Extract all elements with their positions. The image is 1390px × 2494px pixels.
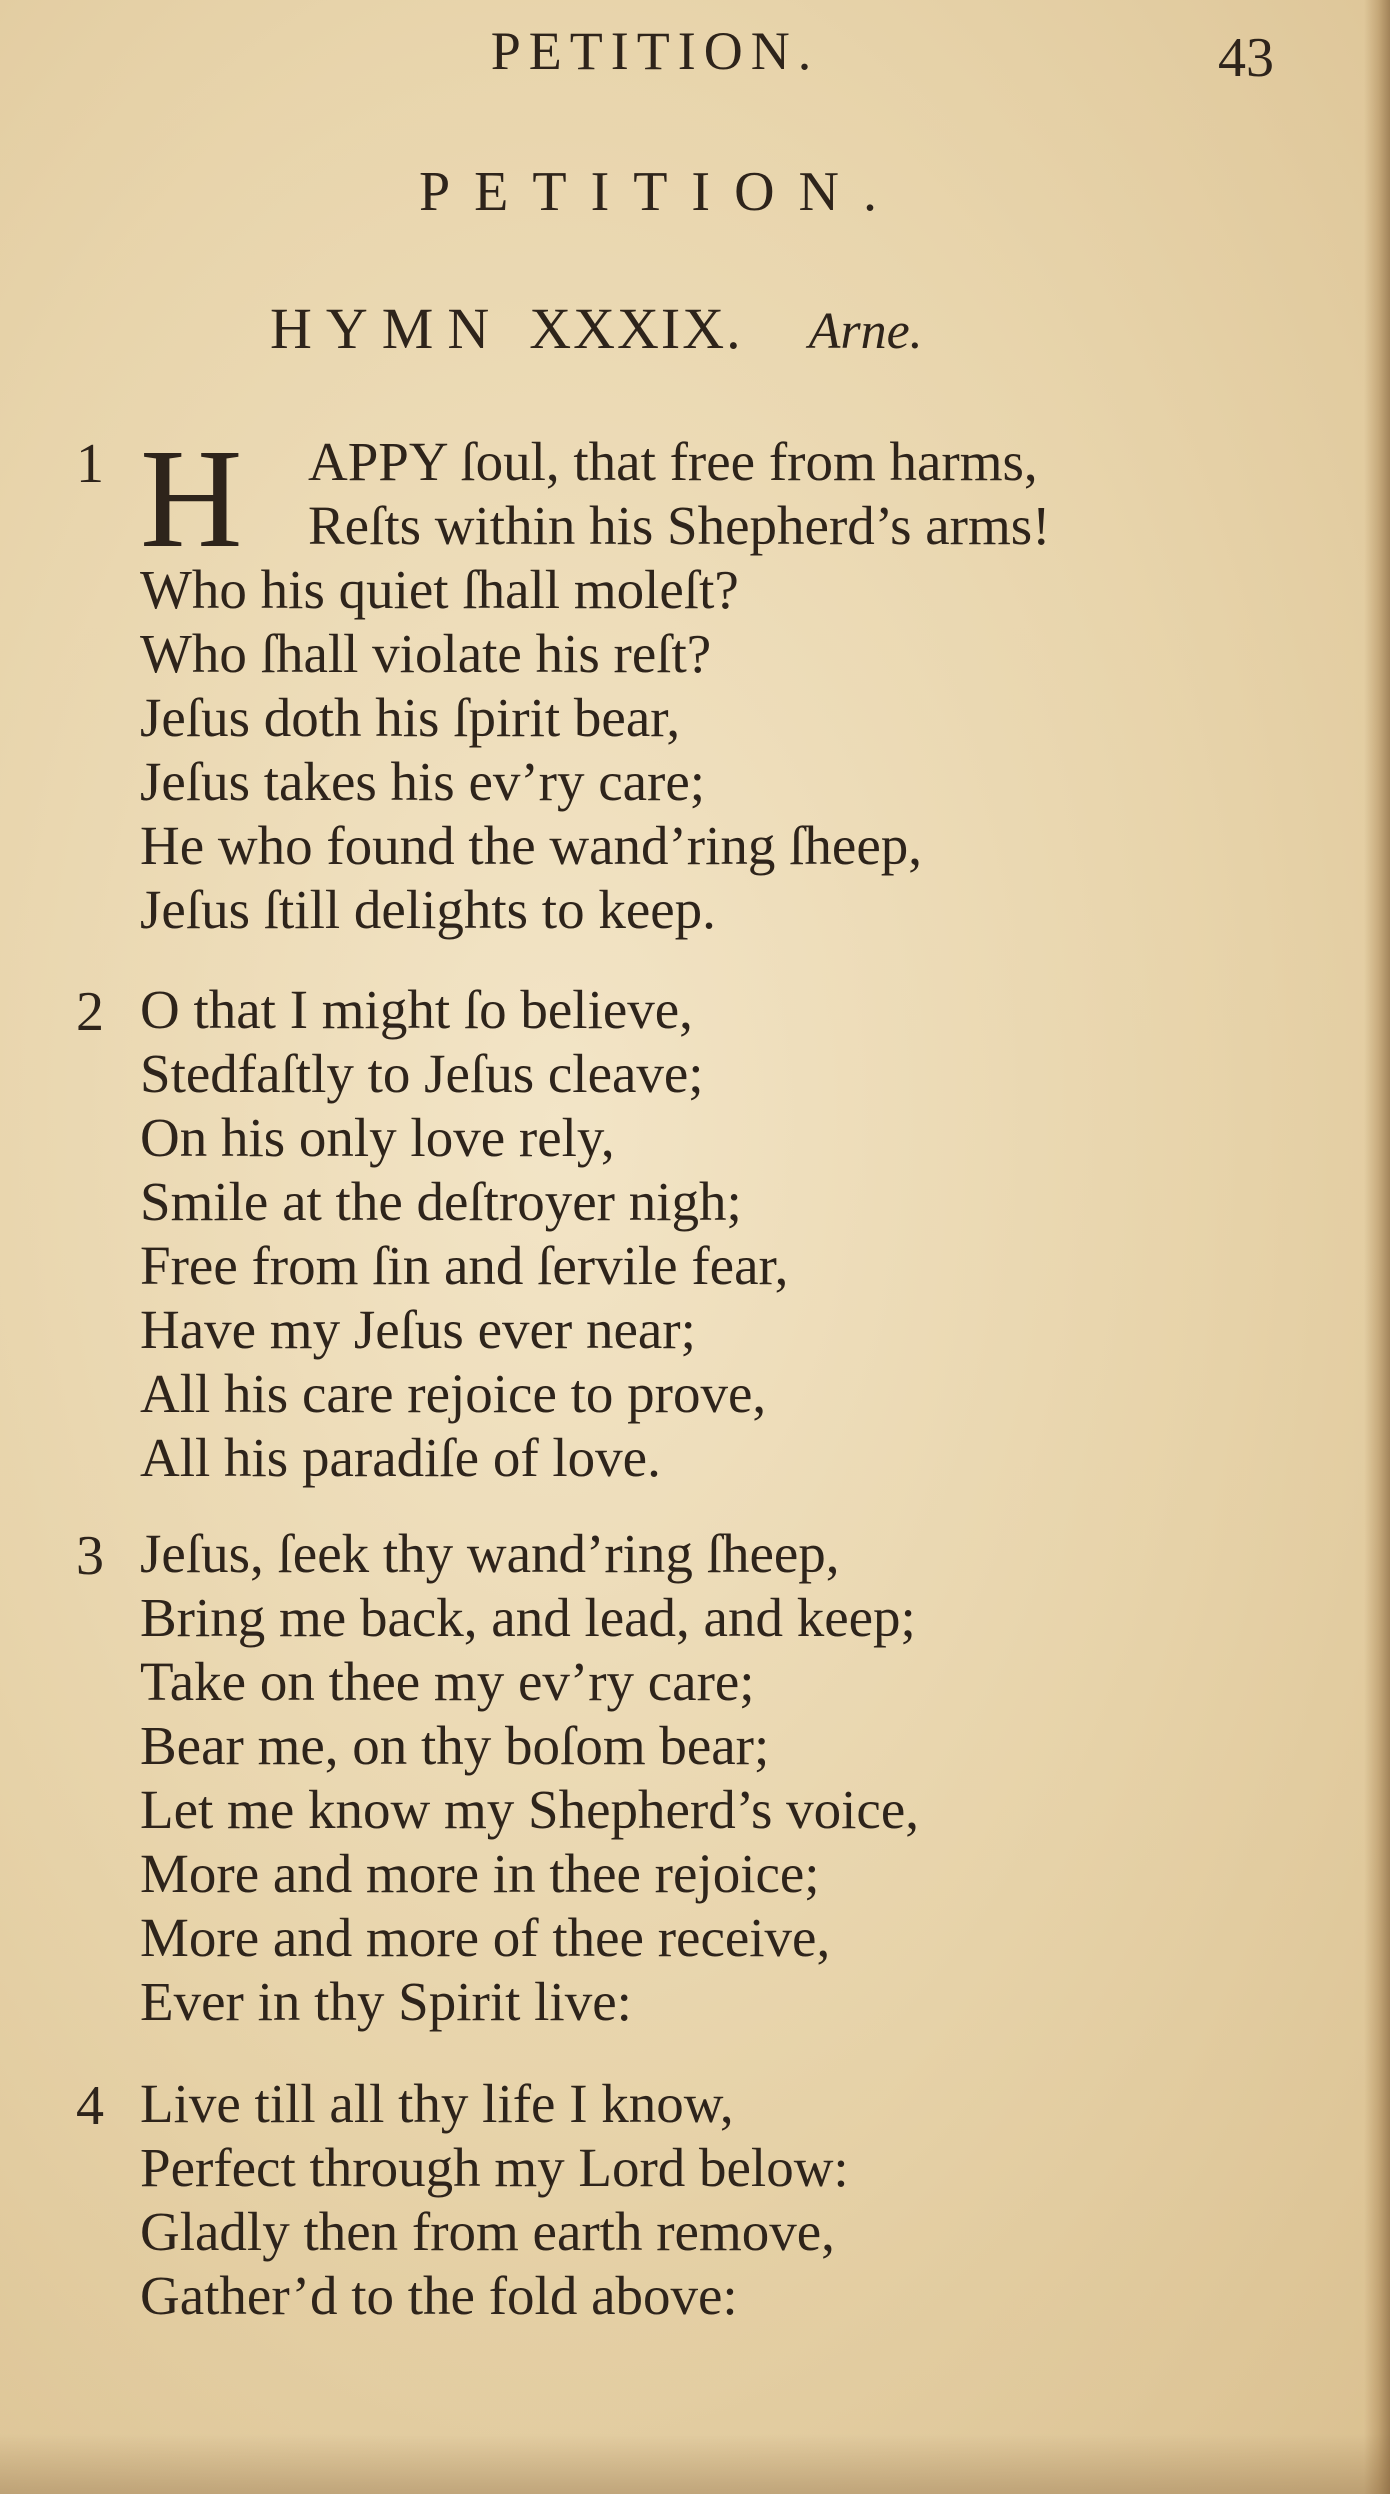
verse-line: Who ſhall violate his reſt? xyxy=(140,623,712,684)
verse-line: Bring me back, and lead, and keep; xyxy=(140,1587,916,1648)
stanza-2 xyxy=(76,978,789,1490)
verse-line: Jeſus doth his ſpirit bear, xyxy=(140,687,681,748)
verse-line: Ever in thy Spirit live: xyxy=(140,1971,632,2032)
verse-line: Smile at the deſtroyer nigh; xyxy=(140,1171,742,1232)
page-edge-shadow xyxy=(1364,0,1390,2494)
drop-cap: H xyxy=(140,419,243,577)
verse-line: All his paradiſe of love. xyxy=(140,1427,661,1488)
verse-line: Reſts within his Shepherd’s arms! xyxy=(308,495,1051,556)
section-title: PETITION. xyxy=(419,161,901,223)
verse-line: On his only love rely, xyxy=(140,1107,615,1168)
verse-line: He who found the wand’ring ſheep, xyxy=(140,815,923,876)
stanza-4 xyxy=(76,2072,849,2328)
verse-line: Gather’d to the fold above: xyxy=(140,2265,738,2326)
stanza-1 xyxy=(76,419,1051,942)
running-head: PETITION. xyxy=(490,21,820,81)
stanza-number: 3 xyxy=(76,1525,104,1587)
verse-line: Jeſus ſtill delights to keep. xyxy=(140,879,716,940)
verse-line: Who his quiet ſhall moleſt? xyxy=(140,559,739,620)
stanza-number: 4 xyxy=(76,2075,104,2137)
hymn-label: HYMN xyxy=(270,296,504,361)
page-number: 43 xyxy=(1218,27,1274,89)
verse-line: Bear me, on thy boſom bear; xyxy=(140,1715,770,1776)
verse-line: Jeſus, ſeek thy wand’ring ſheep, xyxy=(140,1523,840,1584)
verse-line: More and more of thee receive, xyxy=(140,1907,831,1968)
stanza-3 xyxy=(76,1522,919,2034)
verse-line: APPY ſoul, that free from harms, xyxy=(308,431,1038,492)
stanza-number: 1 xyxy=(76,433,104,495)
stanza-number: 2 xyxy=(76,981,104,1043)
verse-line: Free from ſin and ſervile fear, xyxy=(140,1235,789,1296)
hymn-number: XXXIX. xyxy=(529,296,743,361)
verse-line: Jeſus takes his ev’ry care; xyxy=(140,751,706,812)
verse-line: O that I might ſo believe, xyxy=(140,979,693,1040)
verse-line: All his care rejoice to prove, xyxy=(140,1363,767,1424)
verse-line: Have my Jeſus ever near; xyxy=(140,1299,696,1360)
verse-line: Live till all thy life I know, xyxy=(140,2073,734,2134)
hymn-title xyxy=(270,295,923,362)
tune-name: Arne. xyxy=(808,303,923,360)
verse-line: Let me know my Shepherd’s voice, xyxy=(140,1779,919,1840)
verse-line: More and more in thee rejoice; xyxy=(140,1843,820,1904)
verse-line: Gladly then from earth remove, xyxy=(140,2201,835,2262)
verse-line: Perfect through my Lord below: xyxy=(140,2137,849,2198)
verse-line: Take on thee my ev’ry care; xyxy=(140,1651,755,1712)
page-bottom-shadow xyxy=(0,2434,1390,2494)
verse-line: Stedfaſtly to Jeſus cleave; xyxy=(140,1043,704,1104)
